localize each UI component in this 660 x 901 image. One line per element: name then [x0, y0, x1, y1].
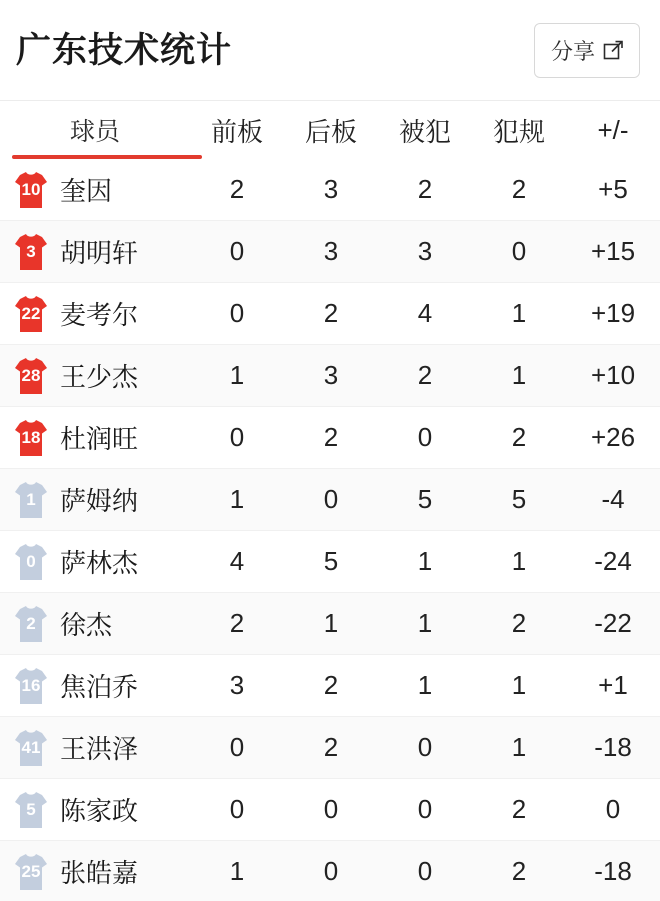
share-button[interactable]: [534, 23, 640, 78]
table-row[interactable]: [0, 779, 660, 841]
player-name: 张皓嘉: [60, 858, 139, 888]
player-name: 麦考尔: [60, 300, 139, 330]
jersey-number: 22: [21, 304, 41, 323]
jersey-icon: [14, 729, 48, 767]
stat-plusminus: +1: [598, 670, 628, 700]
player-cell: [0, 667, 190, 705]
stat-dreb: 3: [323, 174, 339, 204]
table-row[interactable]: [0, 841, 660, 901]
player-name: 胡明轩: [60, 238, 139, 268]
page-header: [0, 0, 660, 100]
stat-plusminus: -22: [594, 608, 632, 638]
stat-oreb: 0: [229, 732, 245, 762]
stat-oreb: 0: [229, 298, 245, 328]
player-name: 王洪泽: [60, 734, 139, 764]
table-row[interactable]: [0, 655, 660, 717]
column-header-oreb[interactable]: 前板: [210, 116, 263, 147]
stat-dreb: 0: [323, 856, 339, 886]
table-row[interactable]: [0, 531, 660, 593]
player-cell: [0, 481, 190, 519]
player-name: 徐杰: [60, 610, 113, 640]
column-header-fouls-drawn[interactable]: 被犯: [398, 116, 451, 147]
player-name: 焦泊乔: [60, 672, 139, 702]
stat-fouls-drawn: 0: [417, 732, 433, 762]
jersey-icon: [14, 791, 48, 829]
player-cell: [0, 605, 190, 643]
jersey-number: 3: [26, 242, 36, 261]
stat-plusminus: -18: [594, 732, 632, 762]
stat-fouls-drawn: 0: [417, 856, 433, 886]
table-row[interactable]: [0, 345, 660, 407]
stat-fouls: 2: [511, 794, 527, 824]
player-name: 王少杰: [60, 362, 139, 392]
stat-plusminus: +19: [590, 298, 636, 328]
stat-oreb: 2: [229, 174, 245, 204]
jersey-number: 0: [26, 552, 36, 571]
stat-oreb: 2: [229, 608, 245, 638]
stat-plusminus: +10: [590, 360, 636, 390]
table-row[interactable]: [0, 221, 660, 283]
page-title: 广东技术统计: [16, 30, 233, 70]
table-row[interactable]: [0, 159, 660, 221]
stat-fouls: 2: [511, 608, 527, 638]
stat-plusminus: +26: [590, 422, 636, 452]
stat-fouls: 1: [511, 670, 527, 700]
player-cell: [0, 543, 190, 581]
stat-plusminus: 0: [605, 794, 621, 824]
stat-plusminus: -4: [601, 484, 625, 514]
player-cell: [0, 357, 190, 395]
stat-dreb: 2: [323, 732, 339, 762]
stat-oreb: 0: [229, 236, 245, 266]
stat-fouls: 1: [511, 546, 527, 576]
player-cell: [0, 233, 190, 271]
table-row[interactable]: [0, 283, 660, 345]
jersey-number: 28: [21, 366, 41, 385]
player-name: 陈家政: [60, 796, 139, 826]
jersey-icon: [14, 171, 48, 209]
table-row[interactable]: [0, 717, 660, 779]
stat-oreb: 1: [229, 360, 245, 390]
player-cell: [0, 295, 190, 333]
stat-fouls: 2: [511, 174, 527, 204]
jersey-number: 25: [21, 862, 41, 881]
player-name: 萨姆纳: [60, 486, 139, 516]
stat-plusminus: +15: [590, 236, 636, 266]
stat-fouls-drawn: 2: [417, 174, 433, 204]
jersey-number: 10: [21, 180, 41, 199]
table-column-header: [0, 101, 660, 159]
stat-dreb: 3: [323, 236, 339, 266]
share-box-icon: [603, 40, 623, 60]
stat-fouls: 5: [511, 484, 527, 514]
column-header-dreb[interactable]: 后板: [304, 116, 357, 147]
jersey-icon: [14, 853, 48, 891]
jersey-number: 1: [26, 490, 36, 509]
stat-fouls: 0: [511, 236, 527, 266]
jersey-icon: [14, 543, 48, 581]
stat-fouls-drawn: 1: [417, 546, 433, 576]
stat-plusminus: -18: [594, 856, 632, 886]
player-name: 杜润旺: [60, 424, 139, 454]
stat-oreb: 0: [229, 422, 245, 452]
stat-fouls-drawn: 4: [417, 298, 433, 328]
player-cell: [0, 171, 190, 209]
stat-fouls: 2: [511, 422, 527, 452]
jersey-number: 41: [21, 738, 41, 757]
table-row[interactable]: [0, 593, 660, 655]
jersey-number: 5: [26, 800, 36, 819]
stat-oreb: 4: [229, 546, 245, 576]
stat-dreb: 5: [323, 546, 339, 576]
stat-dreb: 2: [323, 422, 339, 452]
column-header-plusminus[interactable]: +/-: [597, 114, 629, 145]
column-header-fouls[interactable]: 犯规: [492, 116, 545, 147]
jersey-number: 16: [21, 676, 41, 695]
player-cell: [0, 853, 190, 891]
player-cell: [0, 791, 190, 829]
jersey-icon: [14, 419, 48, 457]
jersey-number: 18: [21, 428, 41, 447]
stat-dreb: 3: [323, 360, 339, 390]
jersey-icon: [14, 605, 48, 643]
stat-fouls-drawn: 3: [417, 236, 433, 266]
stat-oreb: 0: [229, 794, 245, 824]
jersey-number: 2: [26, 614, 36, 633]
active-column-indicator: [12, 155, 202, 159]
stat-dreb: 2: [323, 670, 339, 700]
stat-fouls: 2: [511, 856, 527, 886]
stat-dreb: 0: [323, 484, 339, 514]
player-name: 奎因: [60, 176, 113, 206]
player-name: 萨林杰: [60, 548, 139, 578]
jersey-icon: [14, 481, 48, 519]
stat-fouls-drawn: 1: [417, 608, 433, 638]
table-row[interactable]: [0, 407, 660, 469]
stat-oreb: 1: [229, 856, 245, 886]
table-row[interactable]: [0, 469, 660, 531]
jersey-icon: [14, 357, 48, 395]
stat-fouls: 1: [511, 298, 527, 328]
share-button-label: 分享: [550, 38, 595, 64]
stat-fouls-drawn: 0: [417, 794, 433, 824]
stat-oreb: 1: [229, 484, 245, 514]
jersey-icon: [14, 667, 48, 705]
stat-oreb: 3: [229, 670, 245, 700]
stat-fouls: 1: [511, 732, 527, 762]
jersey-icon: [14, 233, 48, 271]
stat-fouls: 1: [511, 360, 527, 390]
stat-plusminus: -24: [594, 546, 632, 576]
stat-fouls-drawn: 1: [417, 670, 433, 700]
stat-fouls-drawn: 0: [417, 422, 433, 452]
stat-dreb: 1: [323, 608, 339, 638]
column-header-player[interactable]: 球员: [69, 118, 120, 146]
player-cell: [0, 419, 190, 457]
stat-dreb: 0: [323, 794, 339, 824]
stats-table-body: [0, 159, 660, 901]
stat-fouls-drawn: 2: [417, 360, 433, 390]
stat-plusminus: +5: [598, 174, 628, 204]
player-cell: [0, 729, 190, 767]
stat-fouls-drawn: 5: [417, 484, 433, 514]
stat-dreb: 2: [323, 298, 339, 328]
jersey-icon: [14, 295, 48, 333]
